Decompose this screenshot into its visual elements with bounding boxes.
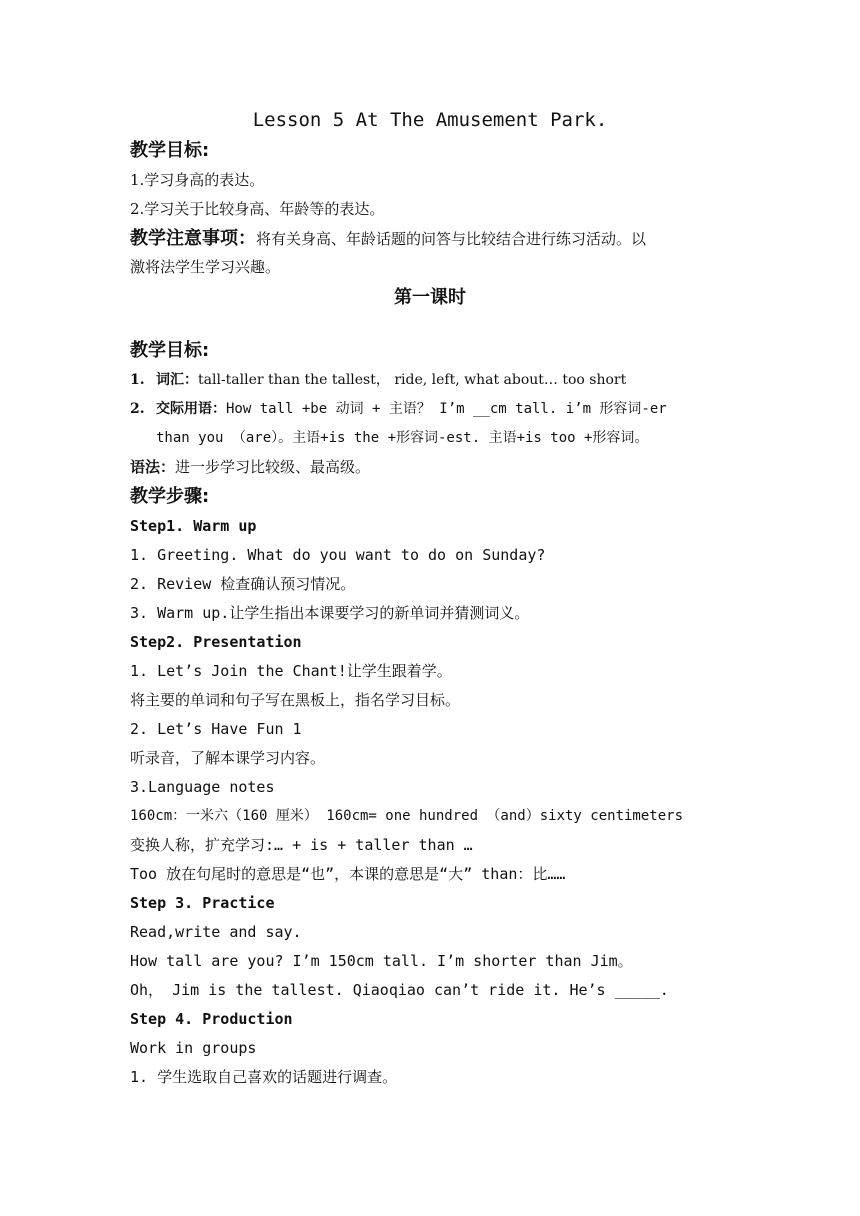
- grammar-text: 进一步学习比较级、最高级。: [175, 458, 371, 476]
- step2-line: 将主要的单词和句子写在黑板上，指名学习目标。: [130, 691, 461, 709]
- step1-line: 1. Greeting. What do you want to do on Sunday?: [130, 546, 546, 564]
- notes-text-cont: 激将法学生学习兴趣。: [130, 258, 281, 276]
- phrase-num: 2.: [130, 401, 145, 417]
- steps-heading: 教学步骤:: [130, 486, 210, 507]
- vocab-line: [130, 366, 730, 395]
- step1-line: 2. Review 检查确认预习情况。: [130, 575, 356, 593]
- step2-line: Too 放在句尾时的意思是“也”，本课的意思是“大” than：比……: [130, 865, 566, 883]
- step4-line: Work in groups: [130, 1039, 257, 1057]
- step3-line: Oh， Jim is the tallest. Qiaoqiao can’t ride it. He’s _____.: [130, 981, 669, 999]
- lesson-title: Lesson 5 At The Amusement Park.: [252, 109, 608, 131]
- phrase-text-cont: than you （are）。主语+is the +形容词-est. 主语+is too +形容词。: [156, 430, 649, 446]
- vocab-num: 1.: [130, 372, 145, 388]
- period-title: 第一课时: [394, 287, 466, 308]
- step3-title: Step 3. Practice: [130, 894, 275, 912]
- notes-text: 将有关身高、年龄话题的问答与比较结合进行练习活动。以: [256, 230, 647, 248]
- step2-line: 听录音，了解本课学习内容。: [130, 749, 326, 767]
- vocab-text: tall-taller than the tallest， ride, left, what about… too short: [198, 372, 627, 388]
- goals2-heading: 教学目标:: [130, 340, 210, 361]
- vocab-label: 词汇：: [156, 372, 198, 388]
- step2-line: 1. Let’s Join the Chant!让学生跟着学。: [130, 662, 452, 680]
- notes-line: [130, 224, 730, 253]
- goal-line: 2.学习关于比较身高、年龄等的表达。: [130, 200, 385, 218]
- step2-line: 变换人称，扩充学习:… + is + taller than …: [130, 836, 473, 854]
- step1-line: 3. Warm up.让学生指出本课要学习的新单词并猜测词义。: [130, 604, 530, 622]
- step2-title: Step2. Presentation: [130, 633, 302, 651]
- goals-heading: 教学目标:: [130, 140, 210, 161]
- step4-line: 1. 学生选取自己喜欢的话题进行调查。: [130, 1068, 398, 1086]
- phrase-line: [130, 395, 730, 424]
- grammar-label: 语法：: [130, 458, 176, 476]
- grammar-line: [130, 453, 730, 482]
- goal-line: 1.学习身高的表达。: [130, 171, 265, 189]
- phrase-text: How tall +be 动词 + 主语？ I’m __cm tall. i’m 形容词-er: [226, 401, 667, 417]
- step3-line: How tall are you? I’m 150cm tall. I’m shorter than Jim。: [130, 952, 633, 970]
- step4-title: Step 4. Production: [130, 1010, 293, 1028]
- step1-title: Step1. Warm up: [130, 517, 257, 535]
- step2-line: 2. Let’s Have Fun 1: [130, 720, 302, 738]
- notes-label: 教学注意事项：: [130, 228, 256, 249]
- step2-line: 160cm：一米六（160 厘米） 160cm= one hundred （and）sixty centimeters: [130, 808, 684, 824]
- step2-line: 3.Language notes: [130, 778, 275, 796]
- step3-line: Read,write and say.: [130, 923, 302, 941]
- phrase-label: 交际用语：: [156, 401, 226, 417]
- document-page: [130, 104, 730, 1092]
